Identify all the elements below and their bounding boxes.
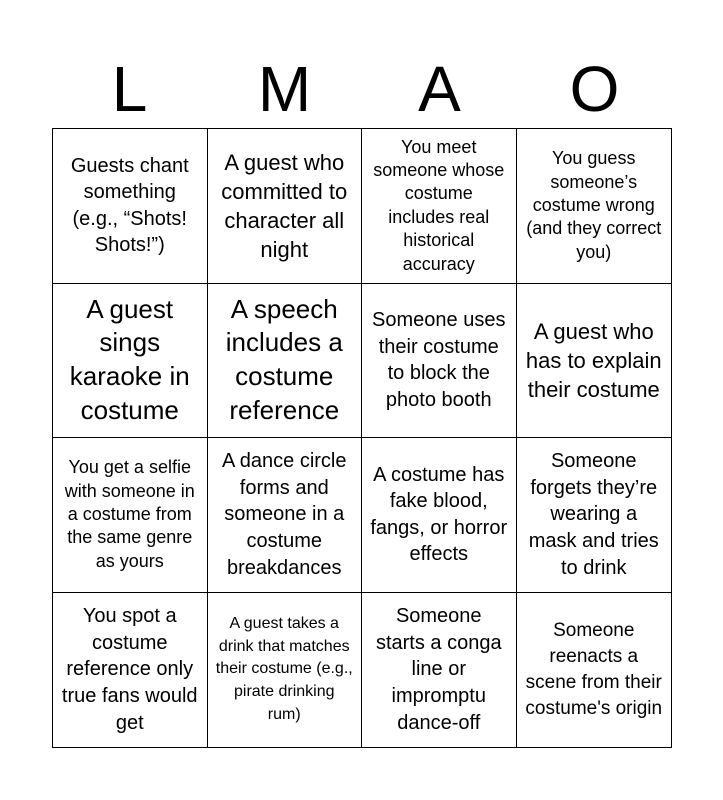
bingo-cell[interactable] xyxy=(517,284,672,439)
bingo-cell-text: Someone uses their costume to block the photo booth xyxy=(372,309,506,411)
bingo-cell[interactable] xyxy=(517,129,672,284)
header-letter-o: O xyxy=(569,53,620,125)
bingo-cell-text: A guest takes a drink that matches their costume (e.g., pirate drinking rum) xyxy=(215,614,353,723)
bingo-cell-text: Guests chant something (e.g., “Shots! Shots!”) xyxy=(70,154,189,257)
bingo-cell-text: Someone forgets they’re wearing a mask and tries to drink xyxy=(528,450,659,579)
bingo-cell-text: A guest who has to explain their costume xyxy=(525,318,662,402)
bingo-cell[interactable] xyxy=(208,593,363,748)
bingo-cell[interactable] xyxy=(208,284,363,439)
bingo-cell[interactable] xyxy=(362,438,517,593)
bingo-cell-text: You guess someone’s costume wrong (and they correct you) xyxy=(526,148,662,262)
bingo-cell[interactable] xyxy=(53,593,208,748)
bingo-cell[interactable] xyxy=(53,129,208,284)
bingo-cell[interactable] xyxy=(362,129,517,284)
bingo-cell-text: A dance circle forms and someone in a costume breakdances xyxy=(221,450,347,579)
header-letter-a: A xyxy=(418,53,461,125)
bingo-cell[interactable] xyxy=(53,438,208,593)
bingo-cell-text: Someone starts a conga line or impromptu dance-off xyxy=(375,605,502,734)
bingo-cell[interactable] xyxy=(208,438,363,593)
bingo-cell-text: A guest sings karaoke in costume xyxy=(69,293,190,426)
bingo-board xyxy=(52,128,672,748)
bingo-cell[interactable] xyxy=(208,129,363,284)
bingo-cell-text: A guest who committed to character all night xyxy=(221,149,348,262)
bingo-cell-text: You get a selfie with someone in a costume from the same genre as yours xyxy=(64,457,195,571)
bingo-header xyxy=(52,50,672,128)
bingo-cell[interactable] xyxy=(53,284,208,439)
bingo-cell-text: A speech includes a costume reference xyxy=(225,293,343,426)
bingo-cell-text: You spot a costume reference only true fans would get xyxy=(61,605,198,734)
bingo-cell-text: You meet someone whose costume includes real historical accuracy xyxy=(373,136,505,274)
bingo-cell-text: A costume has fake blood, fangs, or horror effects xyxy=(370,463,508,566)
bingo-cell[interactable] xyxy=(517,593,672,748)
header-letter-m: M xyxy=(257,53,312,125)
bingo-cell-text: Someone reenacts a scene from their costume's origin xyxy=(525,619,663,719)
bingo-cell[interactable] xyxy=(517,438,672,593)
bingo-cell[interactable] xyxy=(362,593,517,748)
header-letter-l: L xyxy=(111,53,148,125)
bingo-cell[interactable] xyxy=(362,284,517,439)
